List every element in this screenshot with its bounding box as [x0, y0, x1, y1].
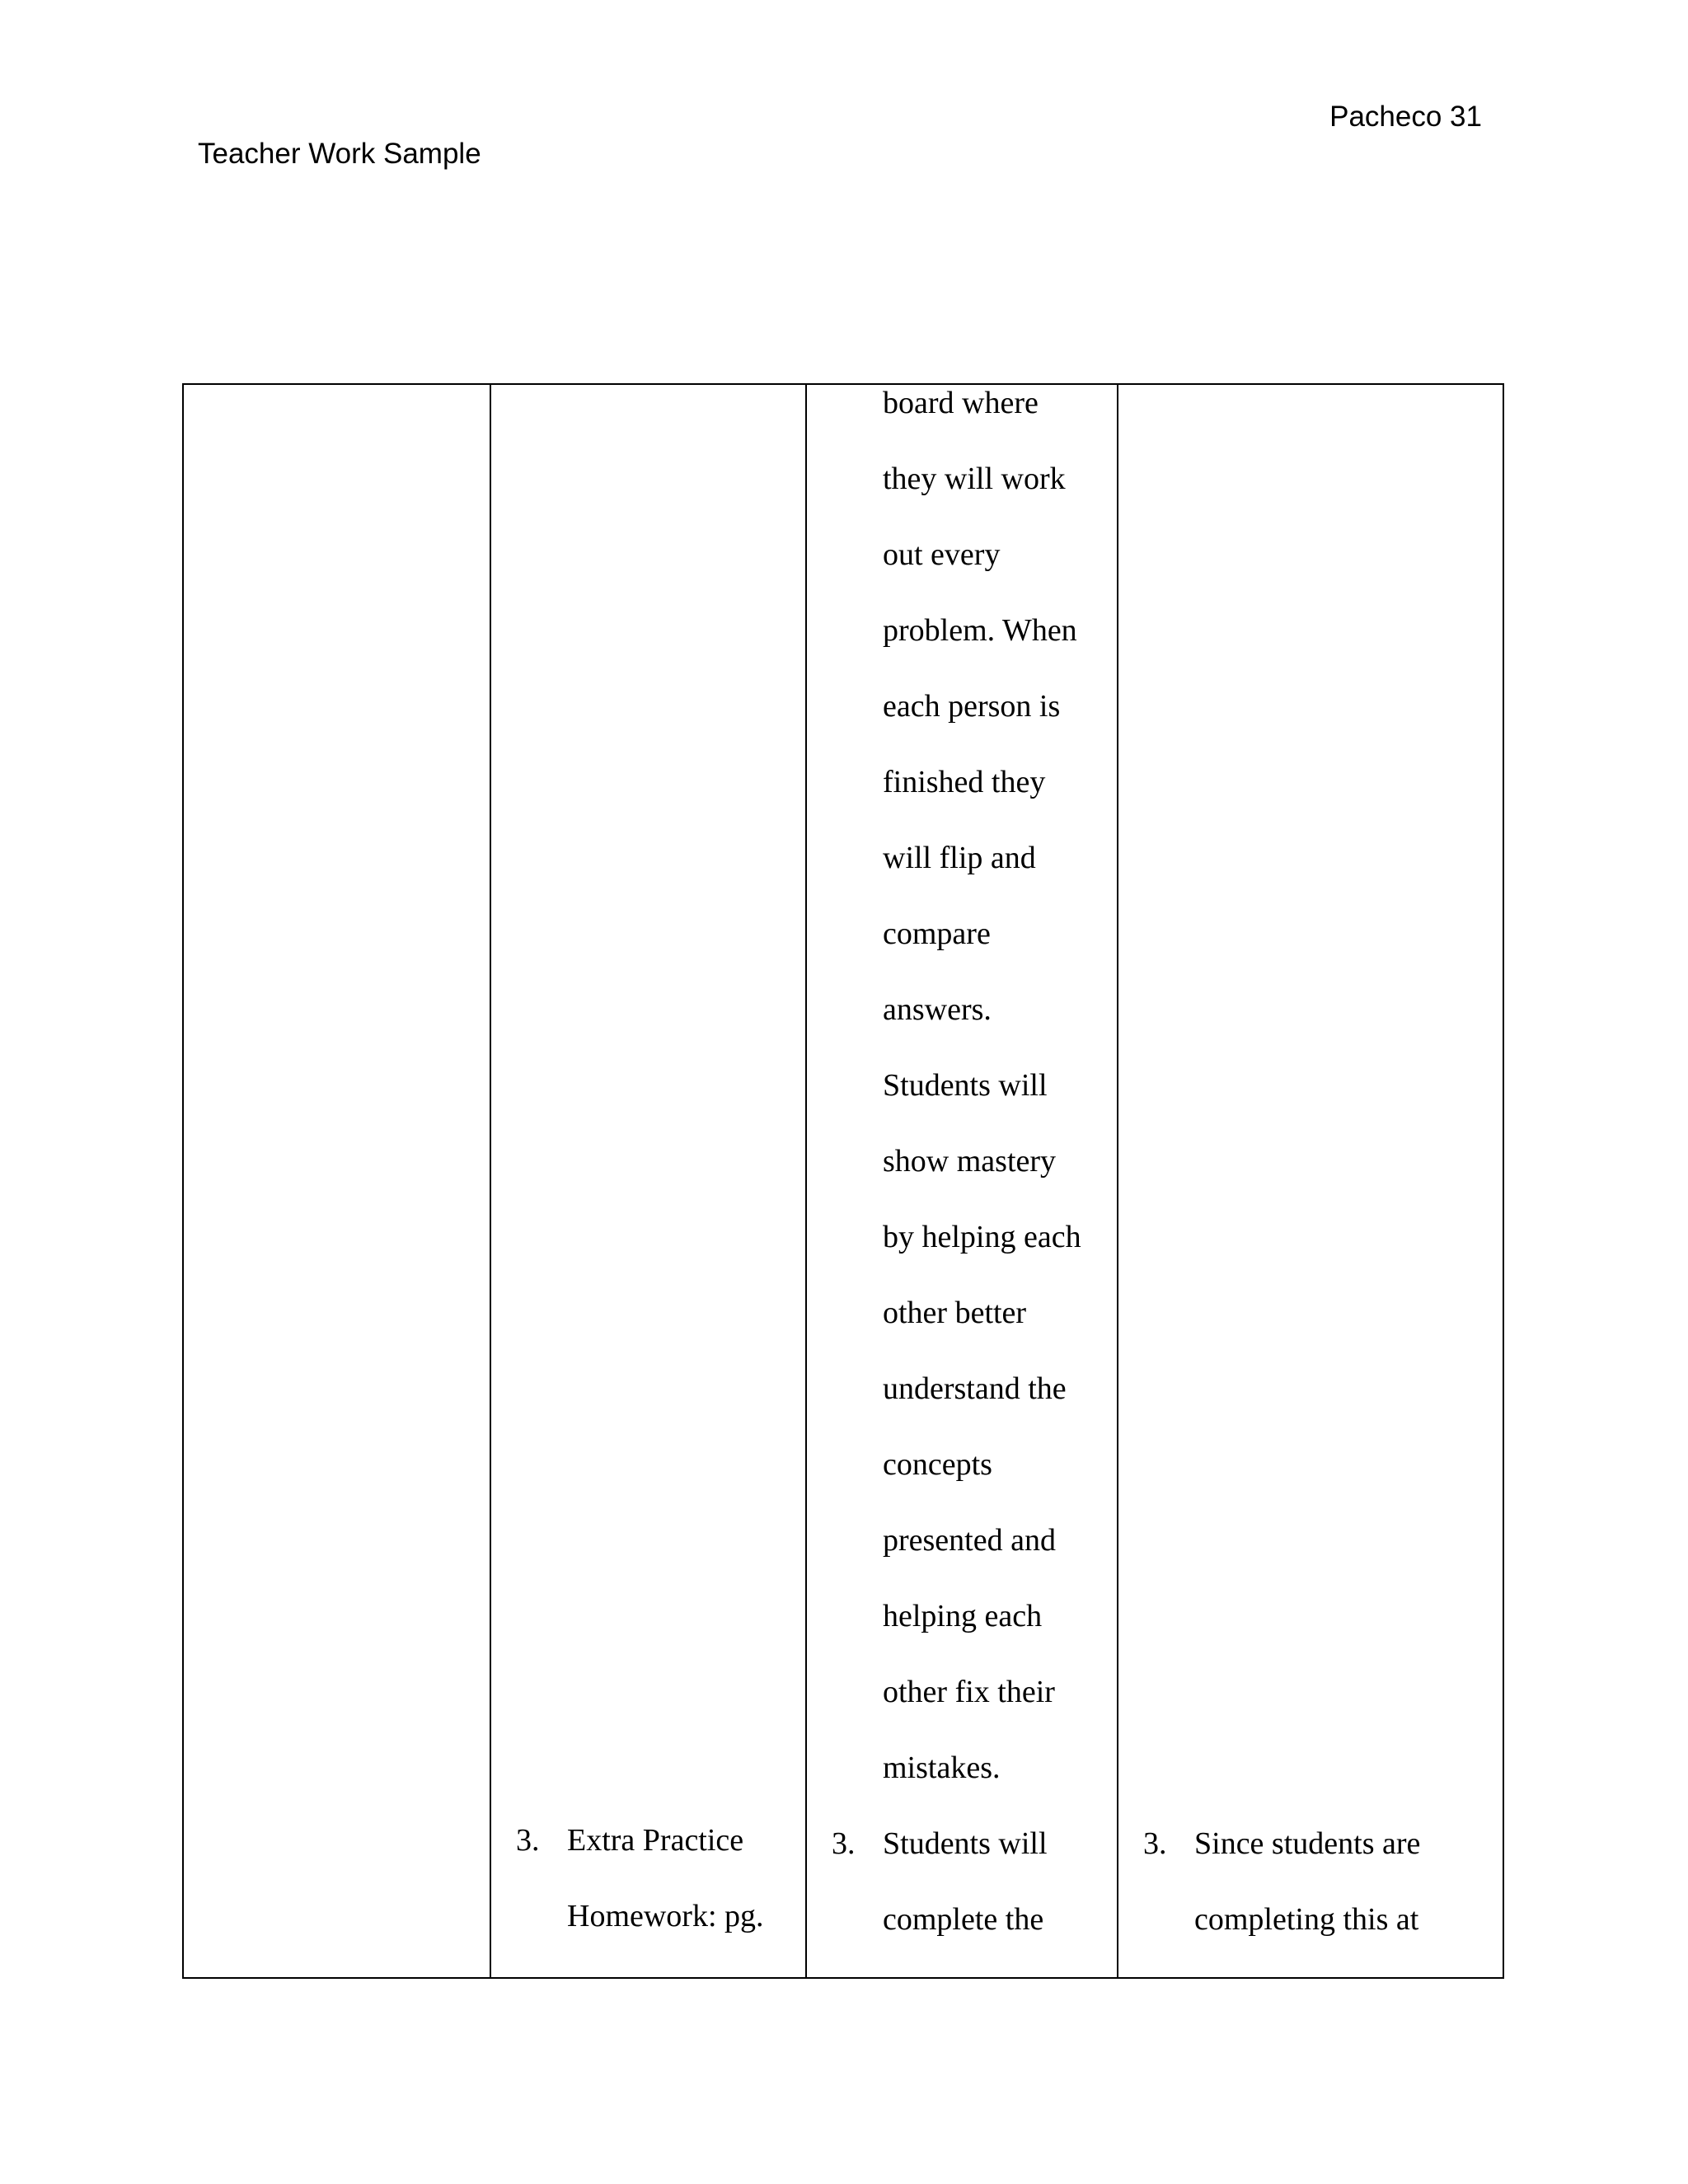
text-line: other better: [883, 1296, 1027, 1330]
text-line: will flip and: [883, 841, 1036, 875]
text-line: Students will: [883, 1826, 1048, 1861]
table-cell-col4: [1118, 384, 1503, 1978]
running-head: Teacher Work Sample: [198, 138, 481, 170]
text-line: presented and: [883, 1523, 1056, 1558]
list-marker: 3.: [832, 1826, 856, 1861]
text-line: by helping each: [883, 1220, 1081, 1254]
text-line: Since students are: [1194, 1826, 1421, 1861]
list-marker: 3.: [1143, 1826, 1167, 1861]
text-line: complete the: [883, 1902, 1044, 1937]
table-cell-col1: [183, 384, 490, 1978]
text-line: each person is: [883, 689, 1061, 724]
text-line: mistakes.: [883, 1750, 1001, 1785]
lesson-plan-table: [182, 383, 1504, 1979]
text-line: finished they: [883, 765, 1046, 799]
text-line: compare: [883, 916, 991, 951]
cell-text-col2: [567, 1802, 799, 1954]
text-line: they will work: [883, 462, 1066, 496]
list-marker: 3.: [516, 1823, 540, 1858]
table-cell-col2: [490, 384, 806, 1978]
text-line: helping each: [883, 1599, 1043, 1633]
text-line: board where: [883, 386, 1039, 420]
cell-text-col3-continued: [883, 365, 1110, 1806]
text-line: out every: [883, 537, 1001, 572]
text-line: completing this at: [1194, 1902, 1419, 1937]
text-line: concepts: [883, 1447, 992, 1482]
page-number: Pacheco 31: [1329, 101, 1482, 133]
text-line: Extra Practice: [567, 1823, 744, 1858]
text-line: answers.: [883, 992, 992, 1027]
cell-text-col3-item: [883, 1806, 1110, 1957]
text-line: show mastery: [883, 1144, 1057, 1179]
text-line: Homework: pg.: [567, 1899, 764, 1933]
text-line: understand the: [883, 1371, 1067, 1406]
table-cell-col3: [806, 384, 1118, 1978]
text-line: Students will: [883, 1068, 1048, 1103]
cell-text-col4: [1194, 1806, 1496, 1957]
text-line: other fix their: [883, 1675, 1055, 1709]
table-row: [183, 384, 1503, 1978]
text-line: problem. When: [883, 613, 1077, 648]
